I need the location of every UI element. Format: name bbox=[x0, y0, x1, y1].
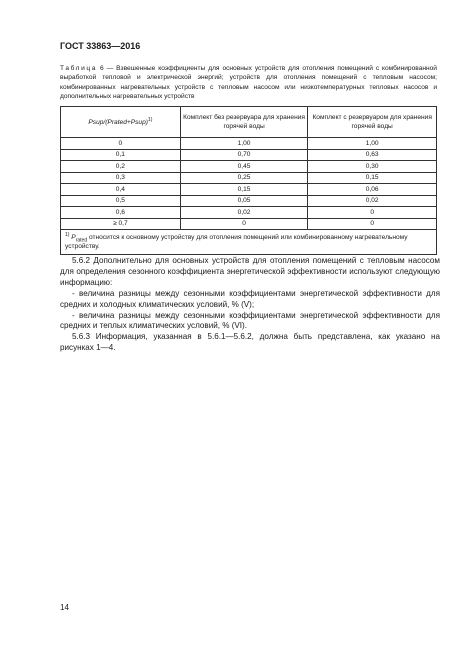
table-row bbox=[61, 138, 437, 150]
table-footnote-row bbox=[61, 230, 437, 255]
table-cell: 0,4 bbox=[61, 184, 181, 196]
list-item-v: - величина разницы между сезонными коэффициентами энергетической эффективности для средних и холодных климатических условий, % (V); bbox=[60, 288, 440, 309]
table-cell: 0,63 bbox=[308, 149, 437, 161]
table-caption bbox=[60, 64, 437, 102]
col2-header: Комплект без резервуара для хранения горячей воды bbox=[180, 107, 308, 138]
paragraph-5-6-2: 5.6.2 Дополнительно для основных устройств для отопления помещений с тепловым насосом для определения сезонного коэффициента энергетической эффективности используют следующую информацию: bbox=[60, 256, 440, 287]
table-cell: 0,06 bbox=[308, 184, 437, 196]
table-cell: 0,3 bbox=[61, 172, 181, 184]
table-caption-label: Таблица bbox=[60, 65, 98, 72]
table-cell: 0 bbox=[61, 138, 181, 150]
table-row bbox=[61, 207, 437, 219]
table-cell: 0,02 bbox=[308, 195, 437, 207]
table-cell: 0,25 bbox=[180, 172, 308, 184]
table-cell: ≥ 0,7 bbox=[61, 218, 181, 230]
table-row bbox=[61, 184, 437, 196]
table-cell: 0,15 bbox=[180, 184, 308, 196]
paragraph-5-6-3: 5.6.3 Информация, указанная в 5.6.1—5.6.2, должна быть представлена, как указано на рисунках 1—4. bbox=[60, 332, 440, 353]
table-cell: 0,5 bbox=[61, 195, 181, 207]
list-item-vi: - величина разницы между сезонными коэффициентами энергетической эффективности для средних и теплых климатических условий, % (VI). bbox=[60, 310, 440, 331]
table-cell: 0,15 bbox=[308, 172, 437, 184]
table-cell: 0,45 bbox=[180, 161, 308, 173]
table-cell: 0,2 bbox=[61, 161, 181, 173]
table-body bbox=[61, 138, 437, 230]
table-cell: 0,30 bbox=[308, 161, 437, 173]
document-code: ГОСТ 33863—2016 bbox=[60, 41, 141, 51]
coefficients-table bbox=[60, 106, 437, 255]
table-row bbox=[61, 149, 437, 161]
table-cell: 0,6 bbox=[61, 207, 181, 219]
page-number: 14 bbox=[60, 603, 69, 612]
table-row bbox=[61, 218, 437, 230]
table-cell: 0 bbox=[308, 207, 437, 219]
table-cell: 1,00 bbox=[180, 138, 308, 150]
table-cell: 1,00 bbox=[308, 138, 437, 150]
table-caption-text: 6 — Взвешенные коэффициенты для основных устройств для отопления помещений с комбинированной выработкой тепловой и электрической энергий; устройств для отопления помещений с тепловым насосом; комбинированных нагревательных устройств с тепловым насосом или низкотемпературных тепловых насосов и дополнительных нагревательных устройств bbox=[60, 65, 437, 101]
table-cell: 0,70 bbox=[180, 149, 308, 161]
col1-header: Psup/(Prated+Psup)$^{1)}$ bbox=[61, 107, 181, 138]
table-cell: 0 bbox=[180, 218, 308, 230]
table-cell: 0,05 bbox=[180, 195, 308, 207]
col3-header: Комплект с резервуаром для хранения горячей воды bbox=[308, 107, 437, 138]
table-cell: 0 bbox=[308, 218, 437, 230]
table-header-row bbox=[61, 107, 437, 138]
table-row bbox=[61, 172, 437, 184]
body-text bbox=[60, 256, 440, 354]
table-row bbox=[61, 195, 437, 207]
table-cell: 0,1 bbox=[61, 149, 181, 161]
table-row bbox=[61, 161, 437, 173]
table-cell: 0,02 bbox=[180, 207, 308, 219]
table-footnote: $^{1)}$ $P_{rated}$ относится к основному устройству для отопления помещений или комбинированному нагревательному устройству. bbox=[61, 230, 437, 255]
